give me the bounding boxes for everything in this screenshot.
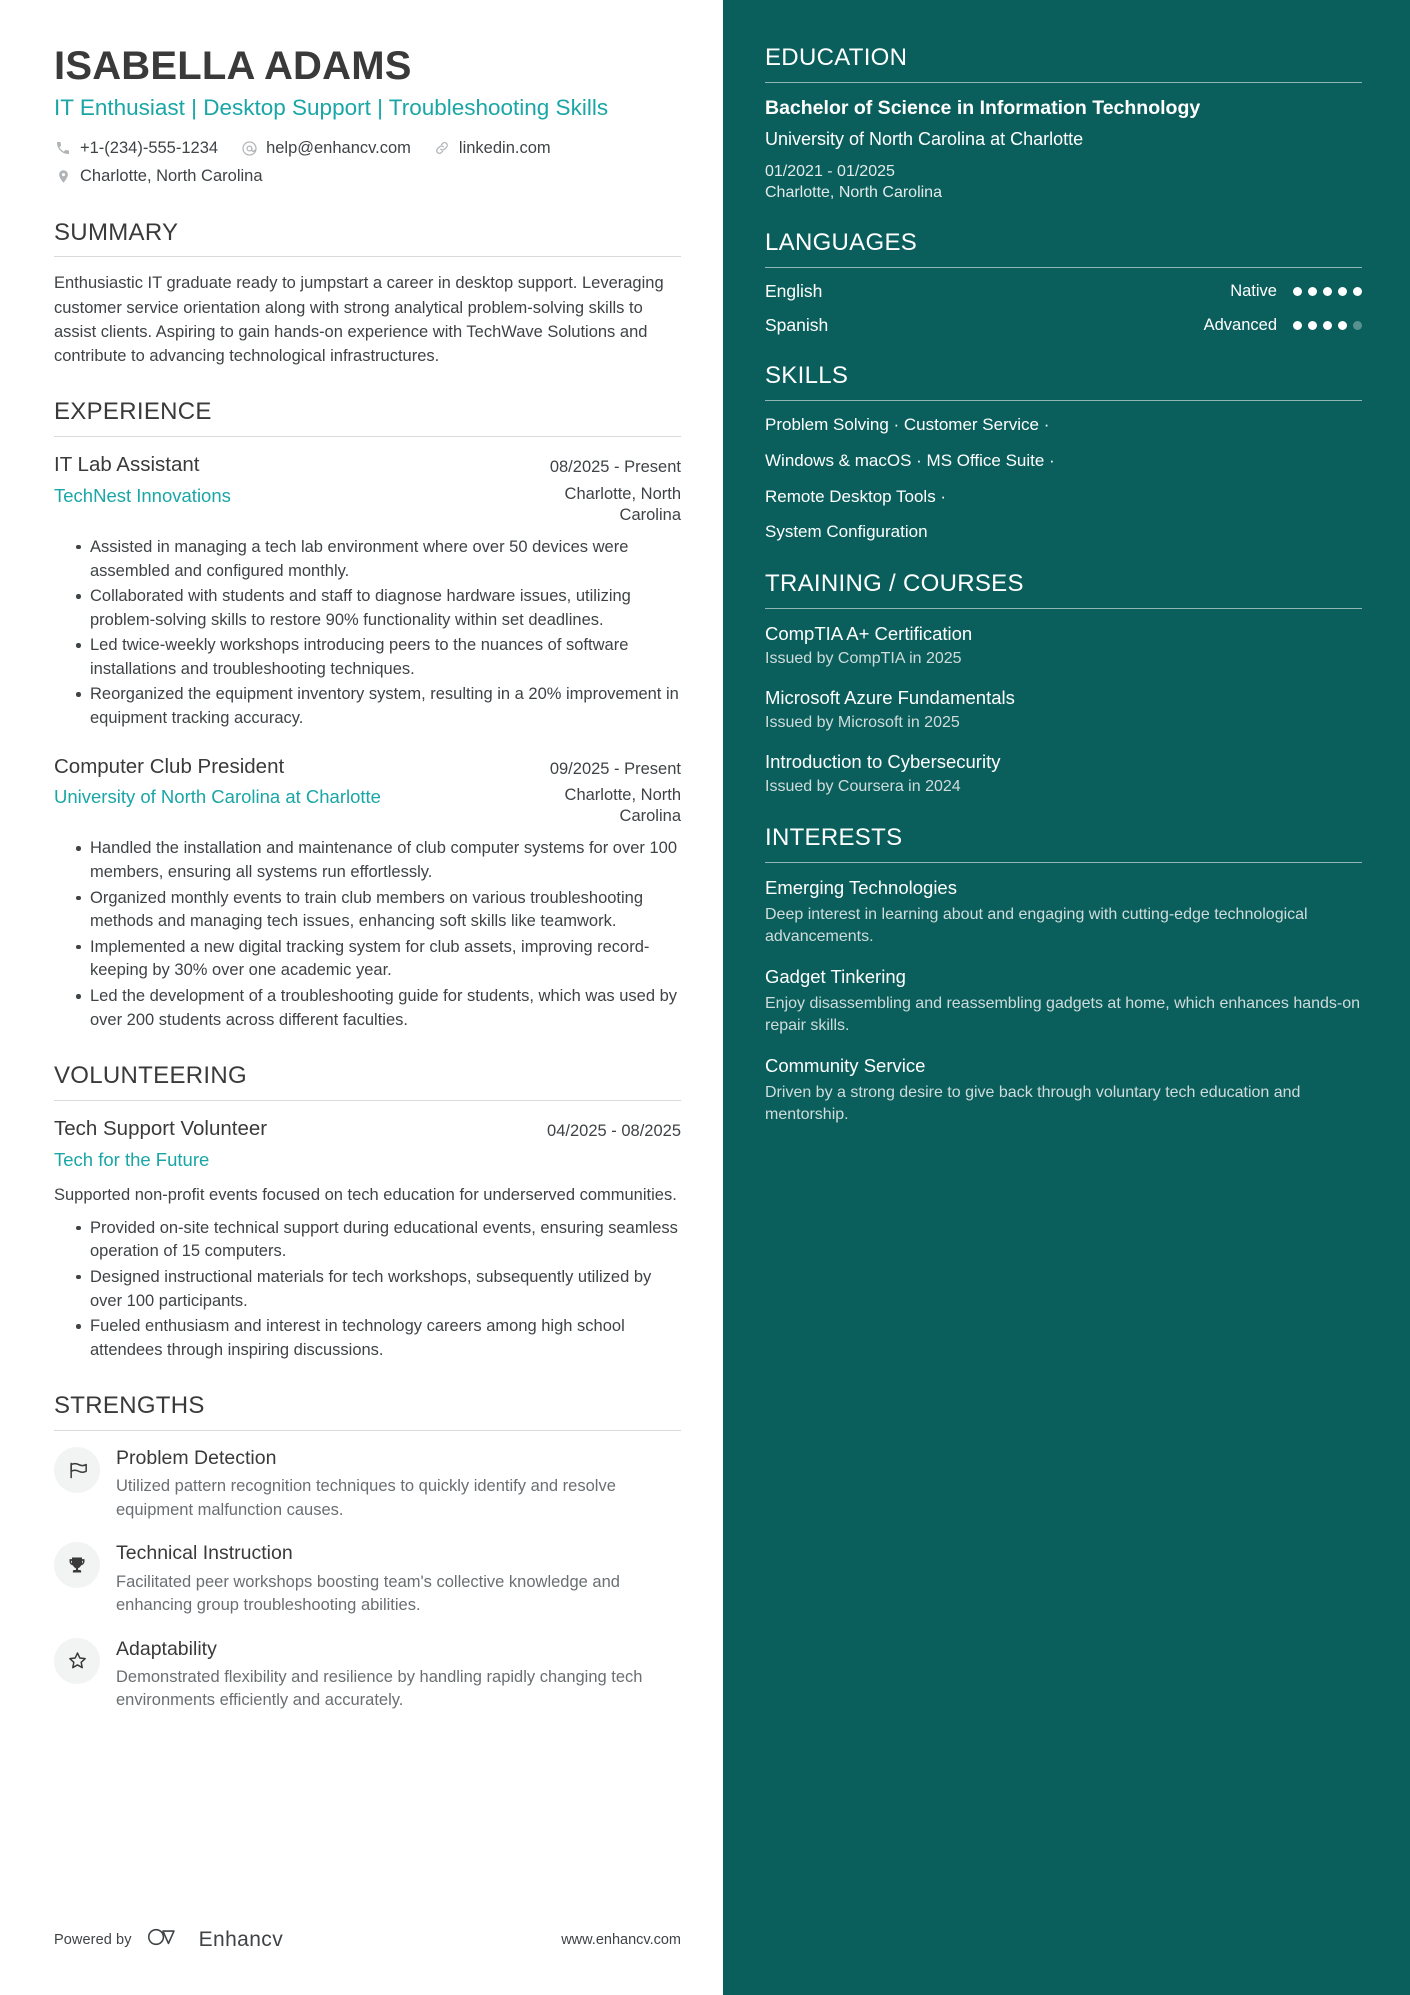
experience-entry <box>54 753 681 1033</box>
sidebar-section-interests <box>765 824 1362 1126</box>
course-meta: Issued by Coursera in 2024 <box>765 777 961 795</box>
section-strengths <box>54 1392 681 1712</box>
skills-divider <box>765 400 1362 401</box>
interest-description: Driven by a strong desire to give back through voluntary tech education and mentorship. <box>765 1083 1301 1124</box>
experience-entry <box>54 451 681 731</box>
volunteering-entry-head <box>54 1115 681 1145</box>
rating-dot-filled <box>1293 287 1302 296</box>
list-item: Collaborated with students and staff to diagnose hardware issues, utilizing problem-solving skills to restore 90% functionality within set deadlines. <box>76 585 681 632</box>
flag-icon <box>54 1447 100 1493</box>
list-item: Organized monthly events to train club members on various troubleshooting methods and managing tech issues, enhancing soft skills like teamwork. <box>76 887 681 934</box>
powered-by-label: Powered by <box>54 1931 132 1948</box>
language-rating-dots <box>1293 321 1362 330</box>
interest-description: Enjoy disassembling and reassembling gadgets at home, which enhances hands-on repair skills. <box>765 994 1361 1034</box>
page-footer <box>54 1926 681 1953</box>
email-icon <box>240 139 258 157</box>
contact-location-text: Charlotte, North Carolina <box>80 166 263 185</box>
interest-item <box>765 876 1362 948</box>
volunteering-date: 04/2025 - 08/2025 <box>547 1122 681 1140</box>
interests-divider <box>765 862 1362 863</box>
interest-name: Gadget Tinkering <box>765 965 906 987</box>
list-item: Assisted in managing a tech lab environment where over 50 devices were assembled and configured monthly. <box>76 536 681 583</box>
course-item <box>765 686 1362 734</box>
language-rating-group <box>1204 316 1362 335</box>
strength-description: Facilitated peer workshops boosting team's collective knowledge and enhancing group troubleshooting abilities. <box>116 1572 620 1615</box>
interests-heading: INTERESTS <box>765 823 903 851</box>
skills-line: System Configuration <box>765 522 928 542</box>
summary-divider <box>54 256 681 257</box>
contact-phone-text: +1-(234)-555-1234 <box>80 139 219 158</box>
skills-heading: SKILLS <box>765 361 849 389</box>
enhancv-logo-icon <box>146 1926 190 1953</box>
language-name: English <box>765 280 823 301</box>
experience-heading: EXPERIENCE <box>54 398 212 426</box>
course-item <box>765 622 1362 670</box>
rating-dot-filled <box>1293 321 1302 330</box>
strength-item <box>54 1540 681 1617</box>
strength-item <box>54 1636 681 1713</box>
rating-dot-filled <box>1323 321 1332 330</box>
experience-divider <box>54 436 681 437</box>
experience-bullets <box>54 536 681 731</box>
experience-organization: University of North Carolina at Charlotte <box>54 786 381 808</box>
education-school: University of North Carolina at Charlotte <box>765 129 1084 150</box>
experience-bullets <box>54 837 681 1032</box>
interest-name: Community Service <box>765 1054 926 1076</box>
language-row <box>765 281 1362 302</box>
contact-phone[interactable] <box>54 136 218 161</box>
rating-dot-filled <box>1353 287 1362 296</box>
strength-name: Adaptability <box>116 1637 217 1660</box>
contact-location <box>54 164 263 189</box>
course-name: Microsoft Azure Fundamentals <box>765 687 1015 709</box>
volunteering-lead-text: Supported non-profit events focused on tech education for underserved communities. <box>54 1185 677 1204</box>
language-rating-dots <box>1293 287 1362 296</box>
volunteering-organization: Tech for the Future <box>54 1148 210 1170</box>
contact-link-text: linkedin.com <box>458 139 551 158</box>
skills-line: Remote Desktop Tools · <box>765 486 947 506</box>
course-meta: Issued by Microsoft in 2025 <box>765 714 960 732</box>
strength-description: Demonstrated flexibility and resilience by handling rapidly changing tech environments efficiently and accurately. <box>116 1667 643 1710</box>
strength-item <box>54 1445 681 1522</box>
contact-link[interactable] <box>433 136 551 161</box>
experience-location: Charlotte, North Carolina <box>564 786 681 826</box>
powered-by-block <box>54 1926 283 1953</box>
link-icon <box>433 139 451 157</box>
sidebar-column <box>723 0 1410 1995</box>
enhancv-brand[interactable] <box>146 1926 284 1953</box>
contact-block <box>54 136 681 189</box>
interest-item <box>765 1054 1362 1126</box>
strengths-divider <box>54 1430 681 1431</box>
strength-body <box>116 1540 681 1617</box>
rating-dot-filled <box>1308 321 1317 330</box>
language-name: Spanish <box>765 314 829 335</box>
enhancv-brand-name: Enhancv <box>198 1927 284 1951</box>
experience-role: Computer Club President <box>54 754 285 778</box>
summary-heading: SUMMARY <box>54 218 179 246</box>
contact-line-primary <box>54 136 681 161</box>
experience-entry-sub <box>54 484 681 526</box>
experience-entry-head <box>54 451 681 481</box>
candidate-headline: IT Enthusiast | Desktop Support | Troubleshooting Skills <box>54 94 609 120</box>
experience-entry-sub <box>54 785 681 827</box>
interest-description: Deep interest in learning about and engaging with cutting-edge technological advancements. <box>765 905 1308 945</box>
strengths-heading: STRENGTHS <box>54 1392 205 1420</box>
list-item: Led twice-weekly workshops introducing peers to the nuances of software installations and troubleshooting techniques. <box>76 634 681 681</box>
course-meta: Issued by CompTIA in 2025 <box>765 650 962 668</box>
course-name: CompTIA A+ Certification <box>765 623 973 645</box>
volunteering-divider <box>54 1100 681 1101</box>
list-item: Fueled enthusiasm and interest in technology careers among high school attendees through inspiring discussions. <box>76 1315 681 1362</box>
volunteering-role: Tech Support Volunteer <box>54 1117 268 1140</box>
course-item <box>765 750 1362 798</box>
education-degree: Bachelor of Science in Information Technology <box>765 96 1201 119</box>
education-divider <box>765 82 1362 83</box>
experience-date: 09/2025 - Present <box>549 759 681 778</box>
trophy-icon <box>54 1542 100 1588</box>
star-icon <box>54 1638 100 1684</box>
volunteering-entry <box>54 1115 681 1362</box>
sidebar-section-education <box>765 44 1362 203</box>
strength-body <box>116 1636 681 1713</box>
education-dates: 01/2021 - 01/2025 <box>765 162 895 180</box>
language-level: Native <box>1230 281 1277 300</box>
rating-dot-empty <box>1353 321 1362 330</box>
rating-dot-filled <box>1338 287 1347 296</box>
strength-description: Utilized pattern recognition techniques to quickly identify and resolve equipment malfunction causes. <box>116 1477 616 1519</box>
experience-role: IT Lab Assistant <box>54 453 200 477</box>
course-name: Introduction to Cybersecurity <box>765 750 1001 772</box>
volunteering-bullets <box>54 1217 681 1363</box>
footer-website[interactable]: www.enhancv.com <box>561 1931 681 1948</box>
list-item: Led the development of a troubleshooting guide for students, which was used by over 200 students across different faculties. <box>76 985 681 1032</box>
location-pin-icon <box>54 167 72 185</box>
strength-name: Technical Instruction <box>116 1542 293 1565</box>
rating-dot-filled <box>1308 287 1317 296</box>
volunteering-heading: VOLUNTEERING <box>54 1062 247 1090</box>
language-row <box>765 315 1362 336</box>
language-level: Advanced <box>1203 315 1277 334</box>
language-rating-group <box>1230 282 1362 301</box>
phone-icon <box>54 139 72 157</box>
interest-item <box>765 965 1362 1037</box>
sidebar-section-languages <box>765 229 1362 336</box>
contact-line-location <box>54 164 681 189</box>
languages-heading: LANGUAGES <box>765 229 918 257</box>
list-item: Reorganized the equipment inventory system, resulting in a 20% improvement in equipment tracking accuracy. <box>76 683 681 730</box>
rating-dot-filled <box>1338 321 1347 330</box>
interest-name: Emerging Technologies <box>765 876 957 898</box>
education-heading: EDUCATION <box>765 44 908 71</box>
training-divider <box>765 608 1362 609</box>
experience-organization: TechNest Innovations <box>54 484 231 506</box>
volunteering-entry-sub <box>54 1148 681 1173</box>
skills-line: Windows & macOS · MS Office Suite · <box>765 450 1055 470</box>
contact-email-text: help@enhancv.com <box>266 139 411 158</box>
section-volunteering <box>54 1062 681 1362</box>
experience-date: 08/2025 - Present <box>549 458 681 477</box>
sidebar-section-training <box>765 570 1362 797</box>
candidate-name: ISABELLA ADAMS <box>54 44 412 88</box>
languages-divider <box>765 267 1362 268</box>
rating-dot-filled <box>1323 287 1332 296</box>
list-item: Provided on-site technical support during educational events, ensuring seamless operation of 15 computers. <box>76 1217 681 1264</box>
experience-entry-head <box>54 753 681 783</box>
list-item: Implemented a new digital tracking system for club assets, improving record-keeping by 30% over one academic year. <box>76 936 681 983</box>
education-location: Charlotte, North Carolina <box>765 183 942 201</box>
section-experience <box>54 398 681 1032</box>
training-heading: TRAINING / COURSES <box>765 570 1024 598</box>
experience-location: Charlotte, North Carolina <box>564 484 681 524</box>
summary-text: Enthusiastic IT graduate ready to jumpstart a career in desktop support. Leveraging customer service orientation along with strong analytical problem-solving skills to assist clients. Aspiring to gain hands-on experience with TechWave Solutions and contribute to advancing technological infrastructures. <box>54 274 664 366</box>
list-item: Handled the installation and maintenance of club computer systems for over 100 members, ensuring all systems run effortlessly. <box>76 837 681 884</box>
contact-email[interactable] <box>240 136 411 161</box>
strength-body <box>116 1445 681 1522</box>
strength-name: Problem Detection <box>116 1447 277 1470</box>
sidebar-section-skills <box>765 362 1362 545</box>
list-item: Designed instructional materials for tech workshops, subsequently utilized by over 100 participants. <box>76 1266 681 1313</box>
section-summary <box>54 219 681 369</box>
skills-line: Problem Solving · Customer Service · <box>765 414 1050 434</box>
